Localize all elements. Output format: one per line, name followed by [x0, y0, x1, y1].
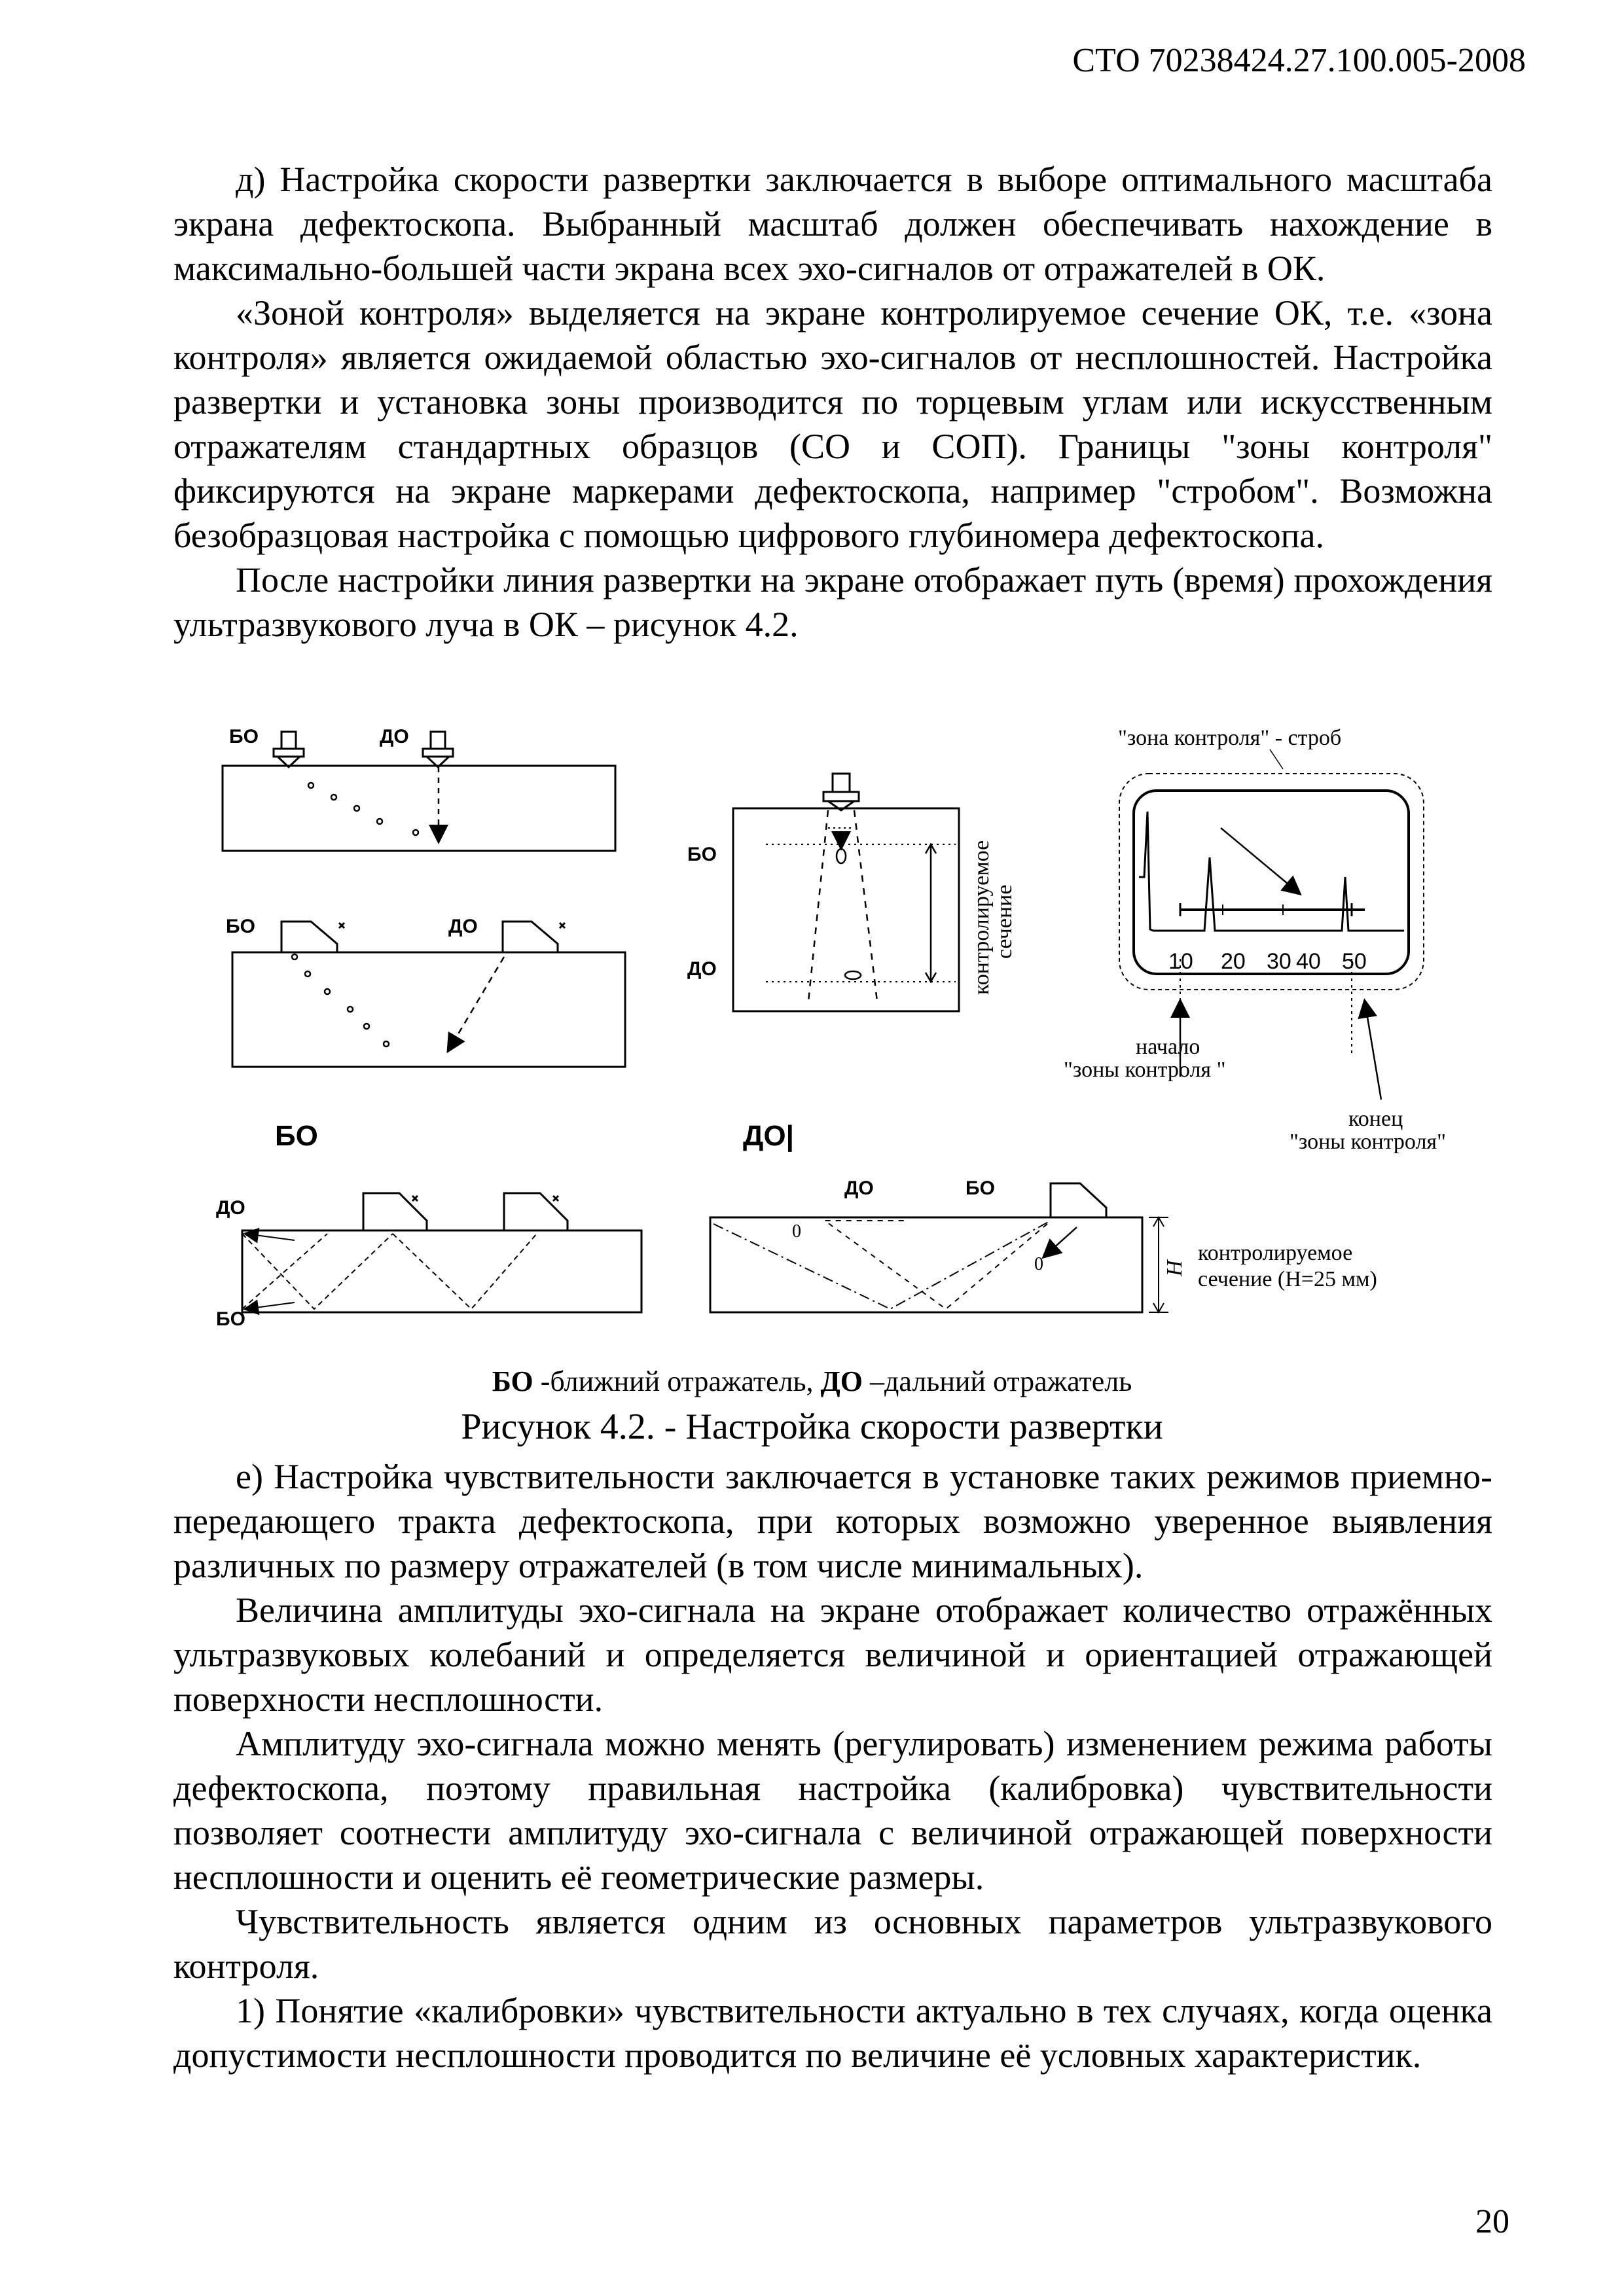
angle-probe-icon — [504, 1193, 568, 1230]
label-bo: БО — [229, 726, 259, 747]
section-label-vertical-1: контролируемое — [969, 840, 994, 995]
test-block — [232, 952, 625, 1067]
zero-marker: 0 — [1034, 1254, 1043, 1274]
probe-icon — [274, 732, 304, 767]
angle-probe-icon — [281, 922, 344, 952]
paragraph: д) Настройка скорости развертки заключается в выборе оптимального масштаба экрана дефектоскопа. Выбранный масштаб должен обеспечивать нахождение в максимально-большей части экрана всех эхо-сигналов от отражателей в ОК. — [173, 160, 1492, 288]
label-bo: БО — [687, 844, 717, 865]
test-block — [710, 1217, 1142, 1312]
zero-marker: 0 — [792, 1221, 801, 1242]
label-bo: БО — [216, 1308, 245, 1330]
zone-start-label-1: начало — [1136, 1035, 1200, 1059]
angle-probe-icon — [363, 1193, 427, 1230]
label-bo: БО — [965, 1177, 995, 1199]
legend-do-text: –дальний отражатель — [863, 1365, 1132, 1397]
scale-label: 40 — [1296, 949, 1321, 974]
paragraph: 1) Понятие «калибровки» чувствительности актуально в тех случаях, когда оценка допустимости несплошности проводится по величине её условных характеристик. — [173, 1991, 1492, 2075]
label-do: ДО — [380, 726, 409, 747]
test-block — [242, 1230, 641, 1312]
legend-do: ДО — [820, 1365, 863, 1397]
paragraph: е) Настройка чувствительности заключается в установке таких режимов приемно-передающего тракта дефектоскопа, при которых возможно уверенное выявления различных по размеру отражателей (в том числе минимальных). — [173, 1457, 1492, 1585]
figure-4-2 — [196, 713, 1479, 1407]
label-do-large: ДО| — [743, 1120, 794, 1152]
diagram-section-height — [710, 1120, 1377, 1312]
diagram-controlled-section — [687, 774, 1017, 1011]
page-number: 20 — [1475, 2203, 1509, 2240]
diagram-corner-reflectors — [216, 1120, 641, 1330]
paragraph: Амплитуду эхо-сигнала можно менять (регулировать) изменением режима работы дефектоскопа, поэтому правильная настройка (калибровка) чувствительности позволяет соотнести амплитуду эхо-сигнала с величиной отражающей поверхности несплошности и оценить её геометрические размеры. — [173, 1724, 1492, 1897]
paragraph: «Зоной контроля» выделяется на экране контролируемое сечение ОК, т.е. «зона контроля» является ожидаемой областью эхо-сигналов от несплошностей. Настройка развертки и установка зоны производится по торцевым углам или искусственным отражателям стандартных образцов (СО и СОП). Границы "зоны контроля" фиксируются на экране маркерами дефектоскопа, например "стробом". Возможна безобразцовая настройка с помощью цифрового глубиномера дефектоскопа. — [173, 293, 1492, 555]
section-label-vertical-2: сечение — [992, 884, 1017, 959]
label-do: ДО — [448, 916, 478, 937]
test-block — [223, 766, 615, 851]
scale-label: 10 — [1168, 949, 1193, 974]
figure-caption: Рисунок 4.2. - Настройка скорости развертки — [461, 1407, 1163, 1447]
angle-probe-icon — [503, 922, 565, 952]
screen-frame — [1134, 791, 1409, 974]
legend-bo-text: -ближний отражатель, — [533, 1365, 821, 1397]
legend-bo: БО — [492, 1365, 533, 1397]
section-label-1: контролируемое — [1198, 1241, 1353, 1265]
paragraph: После настройки линия развертки на экране отображает путь (время) прохождения ультразвукового луча в ОК – рисунок 4.2. — [173, 560, 1492, 644]
label-do: ДО — [687, 958, 717, 980]
probe-icon — [823, 774, 859, 810]
body-text-bottom — [173, 1454, 1492, 2077]
paragraph: Чувствительность является одним из основных параметров ультразвукового контроля. — [173, 1902, 1492, 1986]
flaw-detector-screen — [1064, 726, 1446, 1154]
test-block — [733, 808, 959, 1011]
height-label: H — [1163, 1260, 1187, 1276]
paragraph: Величина амплитуды эхо-сигнала на экране отображает количество отражённых ультразвуковых колебаний и определяется величиной и ориентацией отражающей поверхности несплошности. — [173, 1590, 1492, 1719]
strobe-label: "зона контроля" - строб — [1118, 726, 1342, 750]
document-code: СТО 70238424.27.100.005-2008 — [1072, 42, 1526, 79]
scale-label: 20 — [1221, 949, 1246, 974]
label-do: ДО — [844, 1177, 874, 1199]
angle-probe-icon — [1051, 1183, 1106, 1217]
probe-icon — [423, 732, 453, 767]
section-label-2: сечение (Н=25 мм) — [1198, 1267, 1377, 1291]
body-text-top — [173, 157, 1492, 647]
label-bo-large: БО — [275, 1120, 318, 1152]
diagram-angle-probe — [226, 916, 625, 1067]
scale-label: 50 — [1342, 949, 1367, 974]
label-do: ДО — [216, 1197, 245, 1219]
zone-start-label-2: "зоны контроля " — [1064, 1058, 1226, 1082]
diagram-straight-probe — [223, 726, 615, 851]
zone-end-label-1: конец — [1348, 1107, 1403, 1131]
scale-label: 30 — [1267, 949, 1291, 974]
figure-legend — [0, 1365, 1624, 1398]
label-bo: БО — [226, 916, 255, 937]
zone-end-label-2: "зоны контроля" — [1290, 1130, 1446, 1154]
